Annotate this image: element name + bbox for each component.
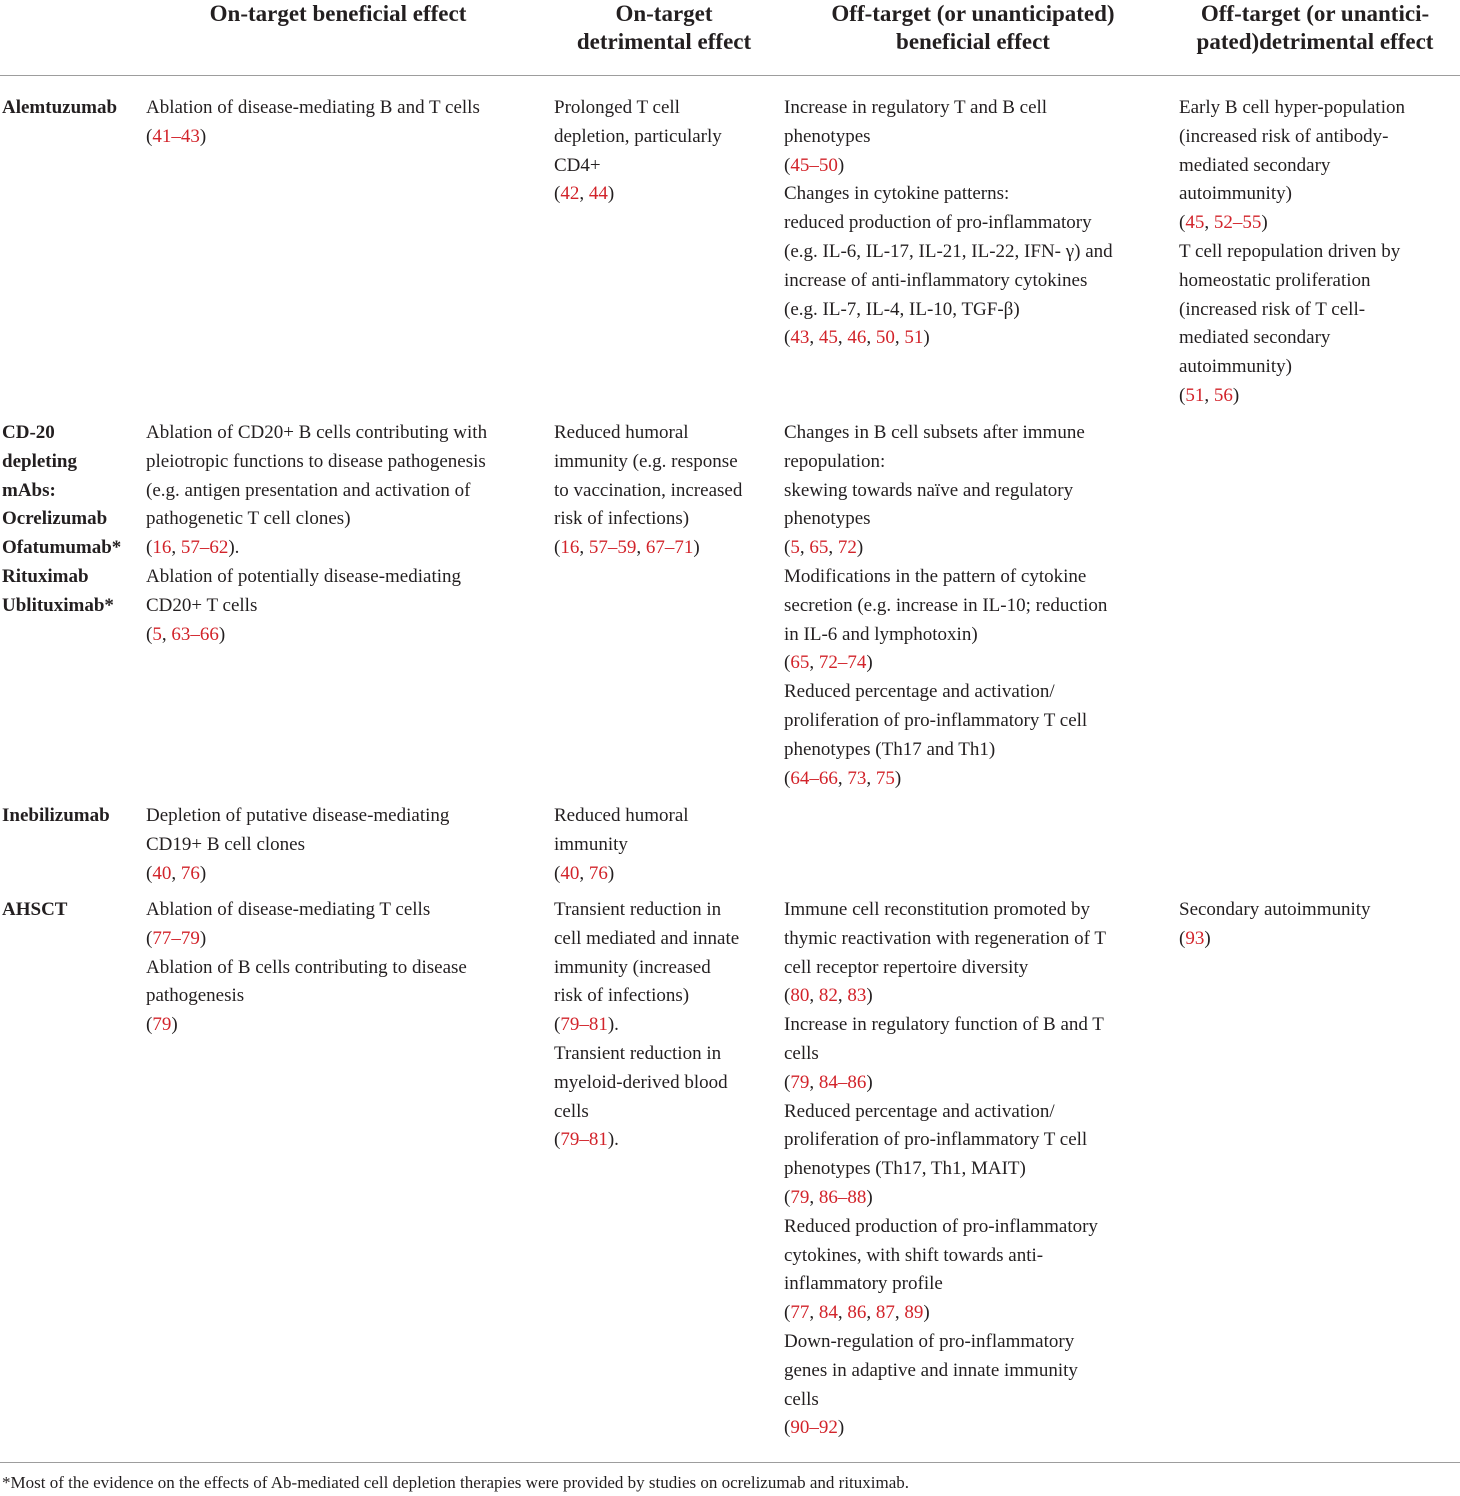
citation-link[interactable]: 40 — [560, 862, 580, 884]
citation-punctuation: ( — [1179, 212, 1186, 234]
cell-text-line: Transient reduction in — [554, 899, 722, 920]
table-cell — [784, 896, 1106, 1443]
table-cell — [554, 94, 722, 209]
cell-text-line: in IL-6 and lymphotoxin) — [784, 623, 978, 645]
citation-punctuation: ( — [146, 537, 153, 559]
header-line: detrimental effect — [576, 29, 752, 54]
cell-text-line: Reduced percentage and activation/ — [784, 681, 1055, 703]
table-cell — [1179, 896, 1371, 954]
cell-text-line: pleiotropic functions to disease pathogenesis — [146, 450, 486, 472]
citation-punctuation: ( — [554, 183, 561, 205]
citation-punctuation: , — [809, 1186, 819, 1208]
cell-text-line: skewing towards naïve and regulatory — [784, 479, 1074, 501]
citation-link[interactable]: 46 — [847, 327, 867, 349]
reference-line — [146, 1011, 467, 1040]
citation-link[interactable]: 90–92 — [790, 1417, 838, 1439]
cell-text-line: Reduced percentage and activation/ — [784, 1100, 1055, 1122]
citation-punctuation: ) — [171, 1014, 178, 1036]
citation-punctuation: , — [866, 1302, 876, 1324]
cell-text-line: cell mediated and innate — [554, 927, 740, 949]
cell-text-line: depletion, particularly — [554, 125, 722, 147]
citation-punctuation: , — [171, 537, 181, 559]
reference-line — [784, 1184, 1106, 1213]
header-col-2 — [552, 0, 776, 56]
citation-punctuation: ( — [554, 537, 561, 559]
citation-link[interactable]: 16 — [152, 537, 172, 559]
citation-punctuation: ) — [866, 1186, 873, 1208]
reference-line — [554, 1011, 739, 1040]
table-cell — [784, 94, 1113, 353]
citation-punctuation: ( — [784, 652, 791, 674]
drug-line: Inebilizumab — [2, 805, 110, 826]
citation-link[interactable]: 65 — [809, 537, 829, 559]
citation-punctuation: ) — [837, 154, 845, 176]
citation-punctuation: ( — [784, 537, 791, 559]
cell-text-line: (increased risk of antibody- — [1179, 125, 1389, 147]
citation-link[interactable]: 72 — [837, 537, 857, 559]
citation-link[interactable]: 79–81 — [560, 1129, 608, 1151]
cell-text-line: cells — [784, 1042, 819, 1064]
reference-line — [146, 534, 487, 563]
citation-punctuation: , — [809, 327, 819, 349]
reference-line — [784, 534, 1107, 563]
reference-line — [784, 1069, 1106, 1098]
cell-text-line: T cell repopulation driven by — [1179, 240, 1401, 262]
citation-punctuation: ( — [784, 1186, 791, 1208]
reference-line — [784, 324, 1113, 353]
citation-link[interactable]: 64–66 — [790, 767, 838, 789]
citation-link[interactable]: 86 — [847, 1302, 867, 1324]
cell-text-line: immunity — [554, 833, 628, 855]
reference-line — [554, 1126, 739, 1155]
reference-line — [1179, 925, 1371, 954]
citation-link[interactable]: 77 — [790, 1302, 810, 1324]
cell-text-line: autoimmunity) — [1179, 183, 1292, 205]
citation-punctuation: ( — [784, 985, 791, 1007]
citation-punctuation: ) — [894, 767, 902, 789]
table-cell — [146, 802, 449, 888]
drug-line: Ublituximab* — [2, 594, 114, 616]
citation-link[interactable]: 84 — [818, 1302, 838, 1324]
citation-punctuation: , — [579, 183, 589, 205]
citation-punctuation: ( — [146, 927, 153, 949]
cell-text-line: Ablation of potentially disease-mediating — [146, 565, 462, 587]
citation-link[interactable]: 42 — [560, 183, 580, 205]
reference-line — [1179, 382, 1405, 411]
cell-text-line: pathogenesis — [146, 985, 245, 1007]
cell-text-line: autoimmunity) — [1179, 356, 1292, 378]
citation-punctuation: ( — [146, 862, 153, 884]
cell-text-line: cytokines, with shift towards anti- — [784, 1244, 1044, 1266]
header-line: Off-target (or unanticipated) — [831, 1, 1115, 26]
citation-punctuation: ( — [784, 1302, 791, 1324]
citation-link[interactable]: 51 — [1185, 384, 1205, 406]
cell-text-line: repopulation: — [784, 450, 886, 472]
cell-text-line: to vaccination, increased — [554, 479, 743, 501]
citation-punctuation: ( — [784, 1071, 791, 1093]
citation-link[interactable]: 67–71 — [645, 537, 694, 559]
citation-link[interactable]: 87 — [875, 1302, 895, 1324]
citation-punctuation: ) — [1204, 927, 1211, 949]
row-drug-name — [2, 896, 67, 925]
cell-text-line: (e.g. antigen presentation and activation of — [146, 479, 471, 501]
cell-text-line: Ablation of B cells contributing to disease — [146, 956, 467, 978]
drug-line: Ocrelizumab — [2, 508, 108, 530]
citation-punctuation: , — [828, 537, 838, 559]
citation-punctuation: , — [161, 623, 172, 645]
citation-punctuation: ). — [607, 1014, 619, 1036]
reference-line — [784, 1299, 1106, 1328]
citation-link[interactable]: 65 — [790, 652, 810, 674]
reference-line — [554, 860, 689, 889]
cell-text-line: Immune cell reconstitution promoted by — [784, 899, 1091, 920]
cell-text-line: thymic reactivation with regeneration of T — [784, 927, 1107, 949]
cell-text-line: homeostatic proliferation — [1179, 269, 1371, 291]
cell-text-line: Increase in regulatory function of B and T — [784, 1014, 1104, 1036]
footnote: *Most of the evidence on the effects of Ab-mediated cell depletion therapies were provided by studies on ocrelizumab and rituximab. — [2, 1473, 910, 1492]
citation-punctuation: ( — [1179, 384, 1186, 406]
citation-link[interactable]: 40 — [152, 862, 172, 884]
citation-punctuation: ) — [693, 537, 700, 559]
header-line: pated)detrimental effect — [1196, 29, 1434, 54]
citation-link[interactable]: 72–74 — [818, 652, 867, 674]
table-cell — [1179, 94, 1405, 411]
cell-text-line: Ablation of disease-mediating T cells — [146, 899, 431, 920]
citation-punctuation: , — [809, 1302, 819, 1324]
cell-text-line: Depletion of putative disease-mediating — [146, 805, 450, 826]
cell-text-line: risk of infections) — [554, 985, 690, 1007]
reference-line — [784, 765, 1107, 794]
cell-text-line: Transient reduction in — [554, 1042, 722, 1064]
header-col-3 — [784, 0, 1162, 56]
cell-text-line: phenotypes — [784, 508, 871, 530]
citation-punctuation: ( — [554, 1014, 561, 1036]
citation-punctuation: , — [894, 327, 905, 349]
citation-link[interactable]: 86–88 — [818, 1186, 867, 1208]
table-cell — [146, 896, 467, 1040]
cell-text-line: myeloid-derived blood — [554, 1071, 728, 1093]
cell-text-line: proliferation of pro-inflammatory T cell — [784, 1129, 1088, 1151]
cell-text-line: Ablation of disease-mediating B and T cells — [146, 97, 480, 118]
citation-link[interactable]: 79–81 — [560, 1014, 608, 1036]
citation-link[interactable]: 52–55 — [1213, 212, 1262, 234]
citation-punctuation: ) — [199, 862, 207, 884]
reference-line — [784, 1414, 1106, 1443]
citation-punctuation: ) — [199, 125, 207, 147]
reference-line — [784, 152, 1113, 181]
cell-text-line: Reduced humoral — [554, 805, 689, 826]
citation-link[interactable]: 44 — [588, 183, 608, 205]
citation-link[interactable]: 45–50 — [790, 154, 838, 176]
reference-line — [146, 621, 487, 650]
citation-link[interactable]: 51 — [904, 327, 924, 349]
citation-link[interactable]: 75 — [875, 767, 895, 789]
citation-punctuation: , — [809, 652, 819, 674]
table-cell — [146, 94, 480, 152]
citation-punctuation: , — [837, 767, 848, 789]
reference-line — [146, 860, 449, 889]
citation-link[interactable]: 41–43 — [152, 125, 200, 147]
cell-text-line: Reduced humoral — [554, 422, 689, 443]
citation-punctuation: ) — [1261, 212, 1268, 234]
citation-link[interactable]: 77–79 — [152, 927, 200, 949]
citation-punctuation: , — [579, 862, 589, 884]
citation-link[interactable]: 79 — [790, 1186, 810, 1208]
citation-punctuation: , — [171, 862, 181, 884]
cell-text-line: genes in adaptive and innate immunity — [784, 1359, 1078, 1381]
drug-line: Alemtuzumab — [2, 97, 118, 118]
citation-punctuation: ) — [923, 1302, 930, 1324]
drug-line: Ofatumumab* — [2, 537, 122, 559]
cell-text-line: inflammatory profile — [784, 1273, 943, 1295]
citation-punctuation: ) — [607, 862, 615, 884]
header-line: Off-target (or unantici- — [1200, 1, 1430, 26]
citation-punctuation: ( — [784, 767, 791, 789]
citation-punctuation: ( — [784, 327, 791, 349]
citation-link[interactable]: 5 — [152, 623, 162, 645]
table-cell — [554, 419, 742, 563]
cell-text-line: (e.g. IL-6, IL-17, IL-21, IL-22, IFN- γ) and — [784, 240, 1113, 262]
header-line: beneficial effect — [896, 29, 1050, 54]
citation-link[interactable]: 79 — [152, 1014, 172, 1036]
cell-text-line: mediated secondary — [1179, 327, 1331, 349]
reference-line — [146, 123, 480, 152]
citation-punctuation: ) — [199, 927, 207, 949]
citation-punctuation: , — [1204, 212, 1214, 234]
citation-punctuation: , — [579, 537, 589, 559]
header-line: On-target beneficial effect — [209, 1, 467, 26]
cell-text-line: increase of anti-inflammatory cytokines — [784, 269, 1088, 291]
cell-text-line: Ablation of CD20+ B cells contributing with — [146, 422, 488, 443]
citation-punctuation: ) — [866, 652, 873, 674]
drug-line: mAbs: — [2, 479, 56, 501]
citation-punctuation: ) — [218, 623, 226, 645]
citation-punctuation: ( — [784, 154, 791, 176]
cell-text-line: (e.g. IL-7, IL-4, IL-10, TGF-β) — [784, 298, 1020, 320]
citation-link[interactable]: 84–86 — [818, 1071, 867, 1093]
reference-line — [784, 649, 1107, 678]
cell-text-line: secretion (e.g. increase in IL-10; reduction — [784, 594, 1108, 616]
citation-link[interactable]: 57–62 — [180, 537, 229, 559]
cell-text-line: Changes in cytokine patterns: — [784, 183, 1010, 205]
header-col-4 — [1170, 0, 1460, 56]
cell-text-line: Modifications in the pattern of cytokine — [784, 565, 1087, 587]
citation-punctuation: ) — [1232, 384, 1240, 406]
cell-text-line: cells — [554, 1100, 589, 1122]
citation-link[interactable]: 57–59 — [588, 537, 637, 559]
cell-text-line: proliferation of pro-inflammatory T cell — [784, 709, 1088, 731]
table-cell — [554, 802, 689, 888]
citation-link[interactable]: 45 — [1185, 212, 1205, 234]
drug-line: depleting — [2, 450, 77, 472]
cell-text-line: immunity (increased — [554, 956, 711, 978]
citation-punctuation: ( — [554, 862, 561, 884]
citation-punctuation: , — [809, 985, 819, 1007]
cell-text-line: cells — [784, 1388, 819, 1410]
citation-link[interactable]: 63–66 — [171, 623, 219, 645]
cell-text-line: reduced production of pro-inflammatory — [784, 212, 1092, 234]
cell-text-line: (increased risk of T cell- — [1179, 298, 1366, 320]
citation-link[interactable]: 56 — [1213, 384, 1233, 406]
drug-line: Rituximab — [2, 565, 89, 587]
cell-text-line: cell receptor repertoire diversity — [784, 956, 1029, 978]
reference-line — [554, 534, 742, 563]
citation-punctuation: , — [809, 1071, 819, 1093]
citation-punctuation: , — [894, 1302, 905, 1324]
cell-text-line: CD4+ — [554, 154, 601, 176]
citation-punctuation: ( — [146, 1014, 153, 1036]
header-col-1 — [146, 0, 530, 28]
citation-punctuation: , — [799, 537, 810, 559]
citation-punctuation: , — [837, 985, 848, 1007]
cell-text-line: phenotypes (Th17, Th1, MAIT) — [784, 1158, 1026, 1180]
citation-punctuation: ) — [837, 1417, 845, 1439]
citation-link[interactable]: 5 — [790, 537, 800, 559]
cell-text-line: Down-regulation of pro-inflammatory — [784, 1330, 1075, 1352]
citation-link[interactable]: 93 — [1185, 927, 1205, 949]
citation-punctuation: ( — [554, 1129, 561, 1151]
cell-text-line: phenotypes (Th17 and Th1) — [784, 738, 996, 760]
citation-punctuation: , — [837, 327, 848, 349]
citation-link[interactable]: 43 — [790, 327, 810, 349]
table-cell — [554, 896, 739, 1155]
citation-punctuation: , — [1204, 384, 1214, 406]
cell-text-line: Secondary autoimmunity — [1179, 899, 1371, 920]
citation-link[interactable]: 80 — [790, 985, 810, 1007]
citation-link[interactable]: 79 — [790, 1071, 810, 1093]
citation-punctuation: ) — [866, 985, 873, 1007]
table-cell — [784, 419, 1107, 793]
reference-line — [146, 925, 467, 954]
citation-link[interactable]: 16 — [560, 537, 580, 559]
header-divider — [0, 75, 1460, 76]
cell-text-line: CD20+ T cells — [146, 594, 258, 616]
citation-punctuation: ( — [784, 1417, 791, 1439]
citation-punctuation: , — [866, 327, 876, 349]
citation-punctuation: ). — [607, 1129, 619, 1151]
drug-line: AHSCT — [2, 899, 68, 920]
citation-punctuation: ( — [146, 125, 153, 147]
cell-text-line: Reduced production of pro-inflammatory — [784, 1215, 1098, 1237]
cell-text-line: mediated secondary — [1179, 154, 1331, 176]
citation-punctuation: , — [636, 537, 646, 559]
citation-punctuation: ) — [866, 1071, 873, 1093]
citation-punctuation: ). — [228, 537, 240, 559]
citation-link[interactable]: 50 — [875, 327, 895, 349]
header-line: On-target — [615, 1, 713, 26]
citation-punctuation: ( — [146, 623, 153, 645]
citation-link[interactable]: 82 — [818, 985, 838, 1007]
table-cell — [146, 419, 487, 649]
citation-punctuation: ) — [923, 327, 930, 349]
citation-link[interactable]: 76 — [588, 862, 608, 884]
cell-text-line: immunity (e.g. response — [554, 450, 738, 472]
cell-text-line: CD19+ B cell clones — [146, 833, 305, 855]
citation-link[interactable]: 45 — [818, 327, 838, 349]
cell-text-line: risk of infections) — [554, 508, 690, 530]
citation-punctuation: , — [866, 767, 876, 789]
reference-line — [554, 180, 722, 209]
cell-text-line: phenotypes — [784, 125, 871, 147]
citation-link[interactable]: 76 — [180, 862, 200, 884]
row-drug-name — [2, 802, 110, 831]
reference-line — [1179, 209, 1405, 238]
citation-punctuation: ) — [607, 183, 615, 205]
citation-punctuation: , — [837, 1302, 848, 1324]
cell-text-line: Increase in regulatory T and B cell — [784, 97, 1048, 118]
citation-punctuation: ) — [856, 537, 864, 559]
reference-line — [784, 982, 1106, 1011]
cell-text-line: Changes in B cell subsets after immune — [784, 422, 1085, 443]
cell-text-line: pathogenetic T cell clones) — [146, 508, 351, 530]
cell-text-line: Early B cell hyper-population — [1179, 97, 1405, 118]
citation-link[interactable]: 83 — [847, 985, 867, 1007]
citation-link[interactable]: 73 — [847, 767, 867, 789]
drug-line: CD-20 — [2, 422, 55, 443]
cell-text-line: Prolonged T cell — [554, 97, 680, 118]
citation-punctuation: ( — [1179, 927, 1186, 949]
row-drug-name — [2, 419, 121, 621]
row-drug-name — [2, 94, 117, 123]
footer-divider — [0, 1462, 1460, 1463]
citation-link[interactable]: 89 — [904, 1302, 924, 1324]
